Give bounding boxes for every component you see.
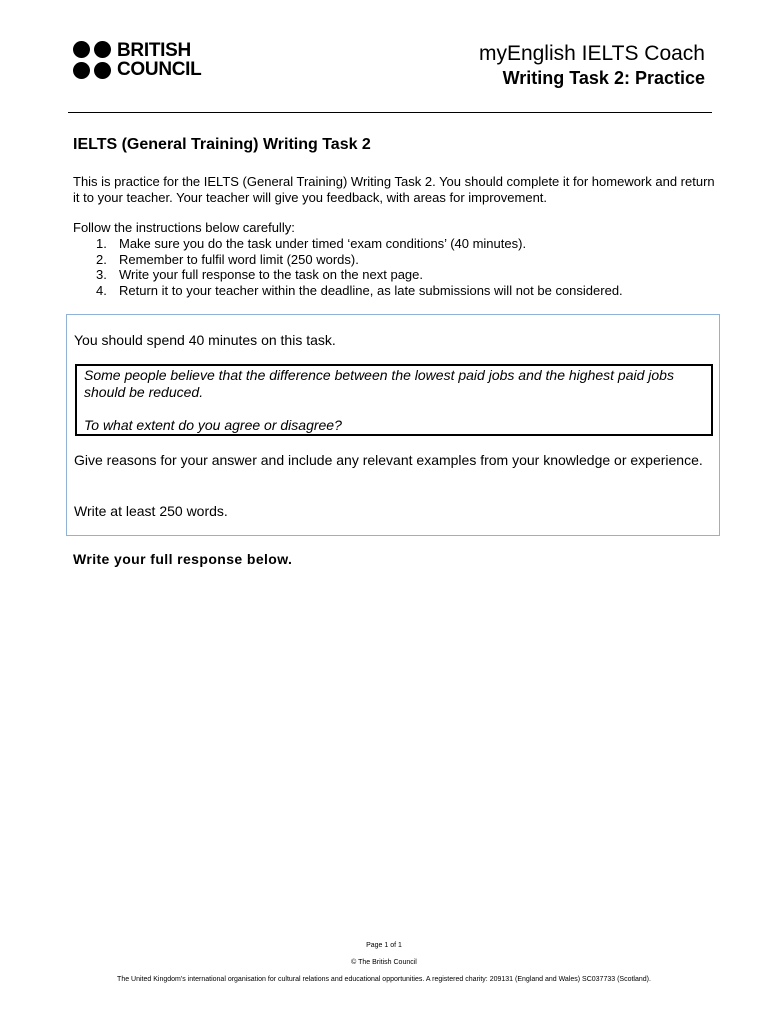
instructions-heading: Follow the instructions below carefully: [73, 220, 295, 235]
page-title: IELTS (General Training) Writing Task 2 [73, 136, 371, 153]
intro-paragraph: This is practice for the IELTS (General Training) Writing Task 2. You should complete it for homework and return it to your teacher. Your teacher will give you feedback, with areas for improvement. [73, 174, 715, 205]
task-prompt-box [75, 364, 713, 436]
header-divider [68, 112, 712, 113]
copyright-notice: © The British Council [351, 959, 417, 966]
instructions-list [73, 236, 623, 298]
logo-wordmark [117, 41, 201, 79]
response-heading: Write your full response below. [73, 551, 293, 567]
page-subtitle: Writing Task 2: Practice [502, 68, 705, 88]
task-prompt: Some people believe that the difference between the lowest paid jobs and the highest paid jobs should be reduced. [84, 367, 674, 400]
list-item-number: 4. [96, 282, 107, 298]
charity-notice: The United Kingdom’s international organisation for cultural relations and educational opportunities. A registered charity: 209131 (England and Wales) SC037733 (Scotland). [117, 976, 651, 983]
list-item-number: 2. [96, 251, 107, 267]
task-question: To what extent do you agree or disagree? [84, 417, 342, 433]
logo-line-2: COUNCIL [117, 59, 202, 80]
list-item-number: 3. [96, 267, 107, 282]
british-council-logo [73, 41, 201, 79]
app-title: myEnglish IELTS Coach [478, 42, 705, 65]
list-item-number: 1. [96, 236, 107, 251]
task-box [66, 314, 720, 536]
word-count-instruction: Write at least 250 words. [74, 503, 228, 519]
list-item [73, 236, 623, 252]
logo-dots-icon [73, 41, 111, 79]
list-item-text: Remember to fulfil word limit (250 words). [119, 251, 359, 267]
reasons-instruction: Give reasons for your answer and include any relevant examples from your knowledge or experience. [74, 452, 703, 468]
time-note: You should spend 40 minutes on this task. [74, 332, 336, 348]
list-item [73, 267, 623, 283]
logo-line-1: BRITISH [117, 40, 191, 61]
list-item-text: Write your full response to the task on the next page. [119, 267, 423, 282]
list-item [73, 283, 623, 299]
list-item-text: Return it to your teacher within the deadline, as late submissions will not be considered. [119, 282, 623, 298]
page-number: Page 1 of 1 [366, 942, 402, 949]
list-item [73, 252, 623, 268]
list-item-text: Make sure you do the task under timed ‘exam conditions’ (40 minutes). [119, 236, 527, 251]
document-header [479, 42, 705, 90]
